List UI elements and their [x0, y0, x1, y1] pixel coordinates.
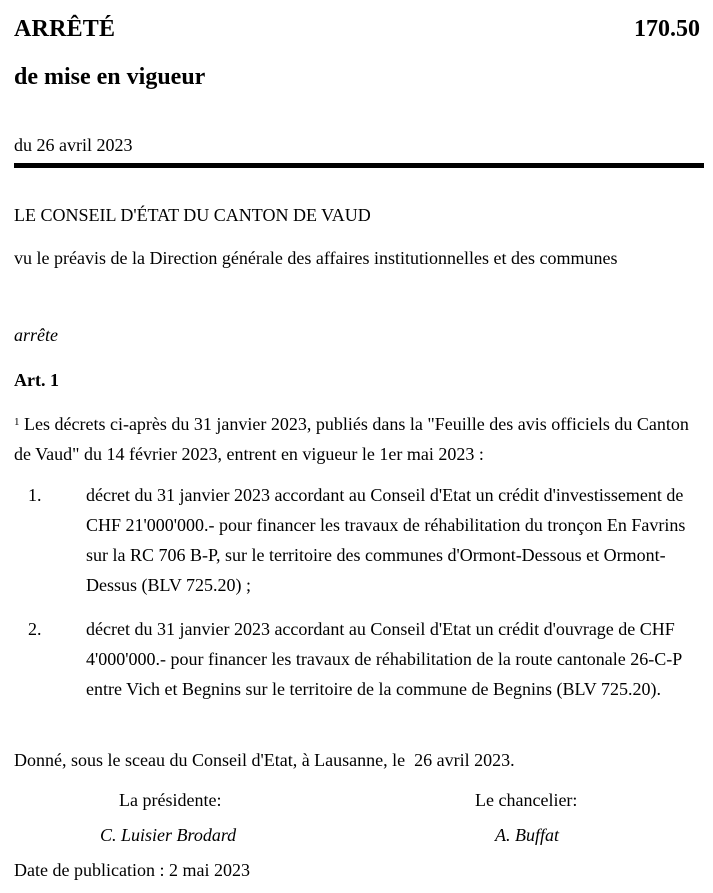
- article-paragraph: [14, 409, 706, 469]
- chancellor-name: A. Buffat: [495, 825, 559, 845]
- header-divider: [14, 163, 704, 168]
- arrete-label: arrête: [14, 325, 58, 345]
- preavis-text: vu le préavis de la Direction générale des affaires institutionnelles et des communes: [14, 248, 618, 268]
- publication-date: Date de publication : 2 mai 2023: [14, 860, 250, 880]
- council-heading: LE CONSEIL D'ÉTAT DU CANTON DE VAUD: [14, 205, 371, 225]
- document-subtitle: de mise en vigueur: [14, 64, 206, 90]
- list-item-number: 2.: [28, 619, 42, 639]
- article-title: Art. 1: [14, 370, 59, 390]
- list-item-text: décret du 31 janvier 2023 accordant au Conseil d'Etat un crédit d'ouvrage de CHF 4'000'000.- pour financer les travaux de réhabilitation de la route cantonale 26-C-P entre Vich et Begnins sur le territoire de la commune de Begnins (BLV 725.20).: [86, 619, 682, 699]
- president-name: C. Luisier Brodard: [100, 825, 237, 845]
- paragraph-text: Les décrets ci-après du 31 janvier 2023, publiés dans la "Feuille des avis officiels du Canton de Vaud" du 14 février 2023, entrent en vigueur le 1er mai 2023 :: [14, 414, 689, 464]
- list-item-text: décret du 31 janvier 2023 accordant au Conseil d'Etat un crédit d'investissement de CHF 21'000'000.- pour financer les travaux de réhabilitation du tronçon En Favrins sur la RC 706 B-P, sur le territoire des communes d'Ormont-Dessous et Ormont-Dessus (BLV 725.20) ;: [86, 485, 686, 595]
- paragraph-marker: 1: [14, 416, 20, 428]
- chancellor-label: Le chancelier:: [475, 790, 578, 810]
- list-item-number: 1.: [28, 485, 42, 505]
- president-label: La présidente:: [119, 790, 222, 810]
- document-date: du 26 avril 2023: [14, 135, 133, 155]
- document-title: ARRÊTÉ: [14, 16, 116, 42]
- document-number: 170.50: [634, 16, 700, 42]
- given-statement: Donné, sous le sceau du Conseil d'Etat, à Lausanne, le 26 avril 2023.: [14, 750, 515, 770]
